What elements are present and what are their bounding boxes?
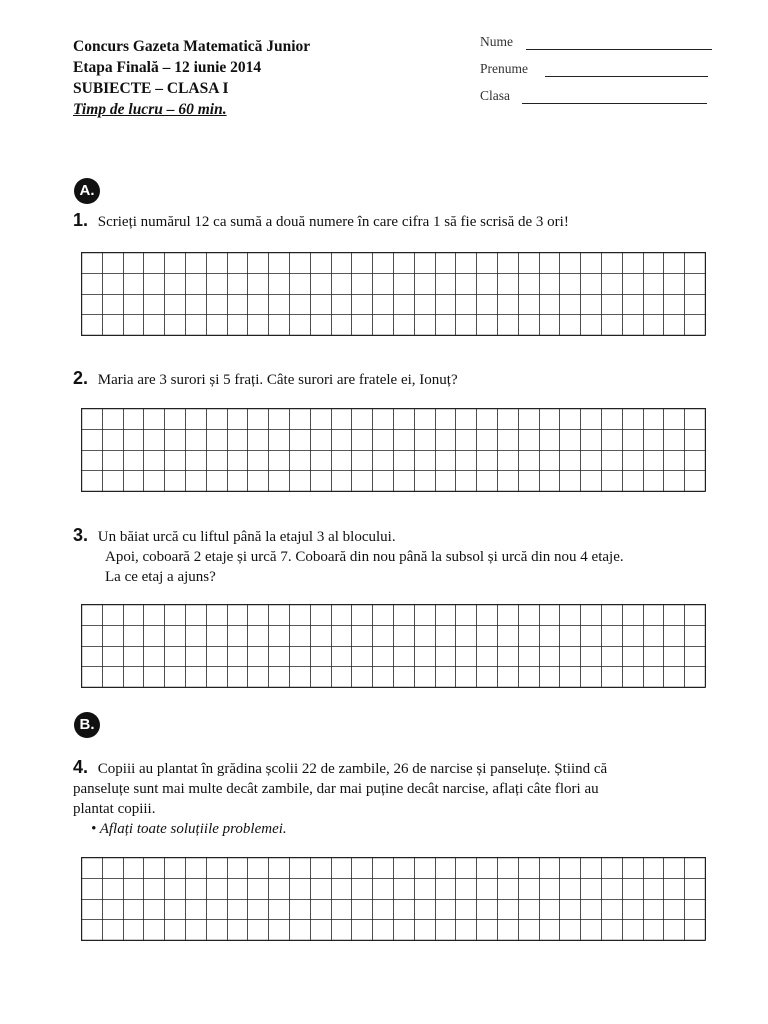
answer-grid-2[interactable] [81,408,705,492]
question-3-number: 3. [73,525,89,545]
answer-grid-4-svg[interactable] [81,857,706,941]
section-b-badge: B. [74,712,100,738]
question-3-line-3: La ce etaj a ajuns? [105,569,216,585]
question-3-line-1: Un băiat urcă cu liftul până la etajul 3 al blocului. [97,529,396,545]
question-1-text: Scrieți numărul 12 ca sumă a două numere în care cifra 1 să fie scrisă de 3 ori! [97,214,569,230]
question-4 [73,757,607,839]
answer-grid-1[interactable] [81,252,705,336]
question-2 [73,368,458,390]
question-4-note: • Aflați toate soluțiile problemei. [91,821,287,837]
question-4-line-3: plantat copiii. [73,801,156,817]
answer-grid-3[interactable] [81,604,705,688]
question-4-line-1: Copiii au plantat în grădina școlii 22 de zambile, 26 de narcise și panseluțe. Știind că [97,761,608,777]
contest-title: Concurs Gazeta Matematică Junior [73,38,311,55]
answer-grid-1-svg[interactable] [81,252,706,336]
section-a-badge: A. [74,178,100,204]
contest-stage: Etapa Finală – 12 iunie 2014 [73,59,262,76]
answer-grid-2-svg[interactable] [81,408,706,492]
contest-header [73,36,310,120]
question-3-line-2: Apoi, coboară 2 etaje și urcă 7. Coboară din nou până la subsol și urcă din nou 4 etaje. [105,549,624,565]
question-2-text: Maria are 3 surori și 5 frați. Câte surori are fratele ei, Ionuț? [97,372,458,388]
question-2-number: 2. [73,368,89,388]
class-label: Clasa [480,88,510,103]
name-label: Nume [480,34,513,49]
answer-grid-4[interactable] [81,857,705,941]
answer-grid-3-svg[interactable] [81,604,706,688]
class-line[interactable] [522,103,707,104]
question-4-line-2: panseluțe sunt mai multe decât zambile, dar mai puține decât narcise, aflați câte flori au [73,781,599,797]
question-4-number: 4. [73,757,89,777]
first-name-label: Prenume [480,61,528,76]
question-1-number: 1. [73,210,89,230]
contest-subject: SUBIECTE – CLASA I [73,80,229,97]
first-name-line[interactable] [545,76,708,77]
question-1 [73,210,569,232]
time-limit: Timp de lucru – 60 min. [73,101,227,118]
name-line[interactable] [526,49,712,50]
question-3 [73,525,624,587]
